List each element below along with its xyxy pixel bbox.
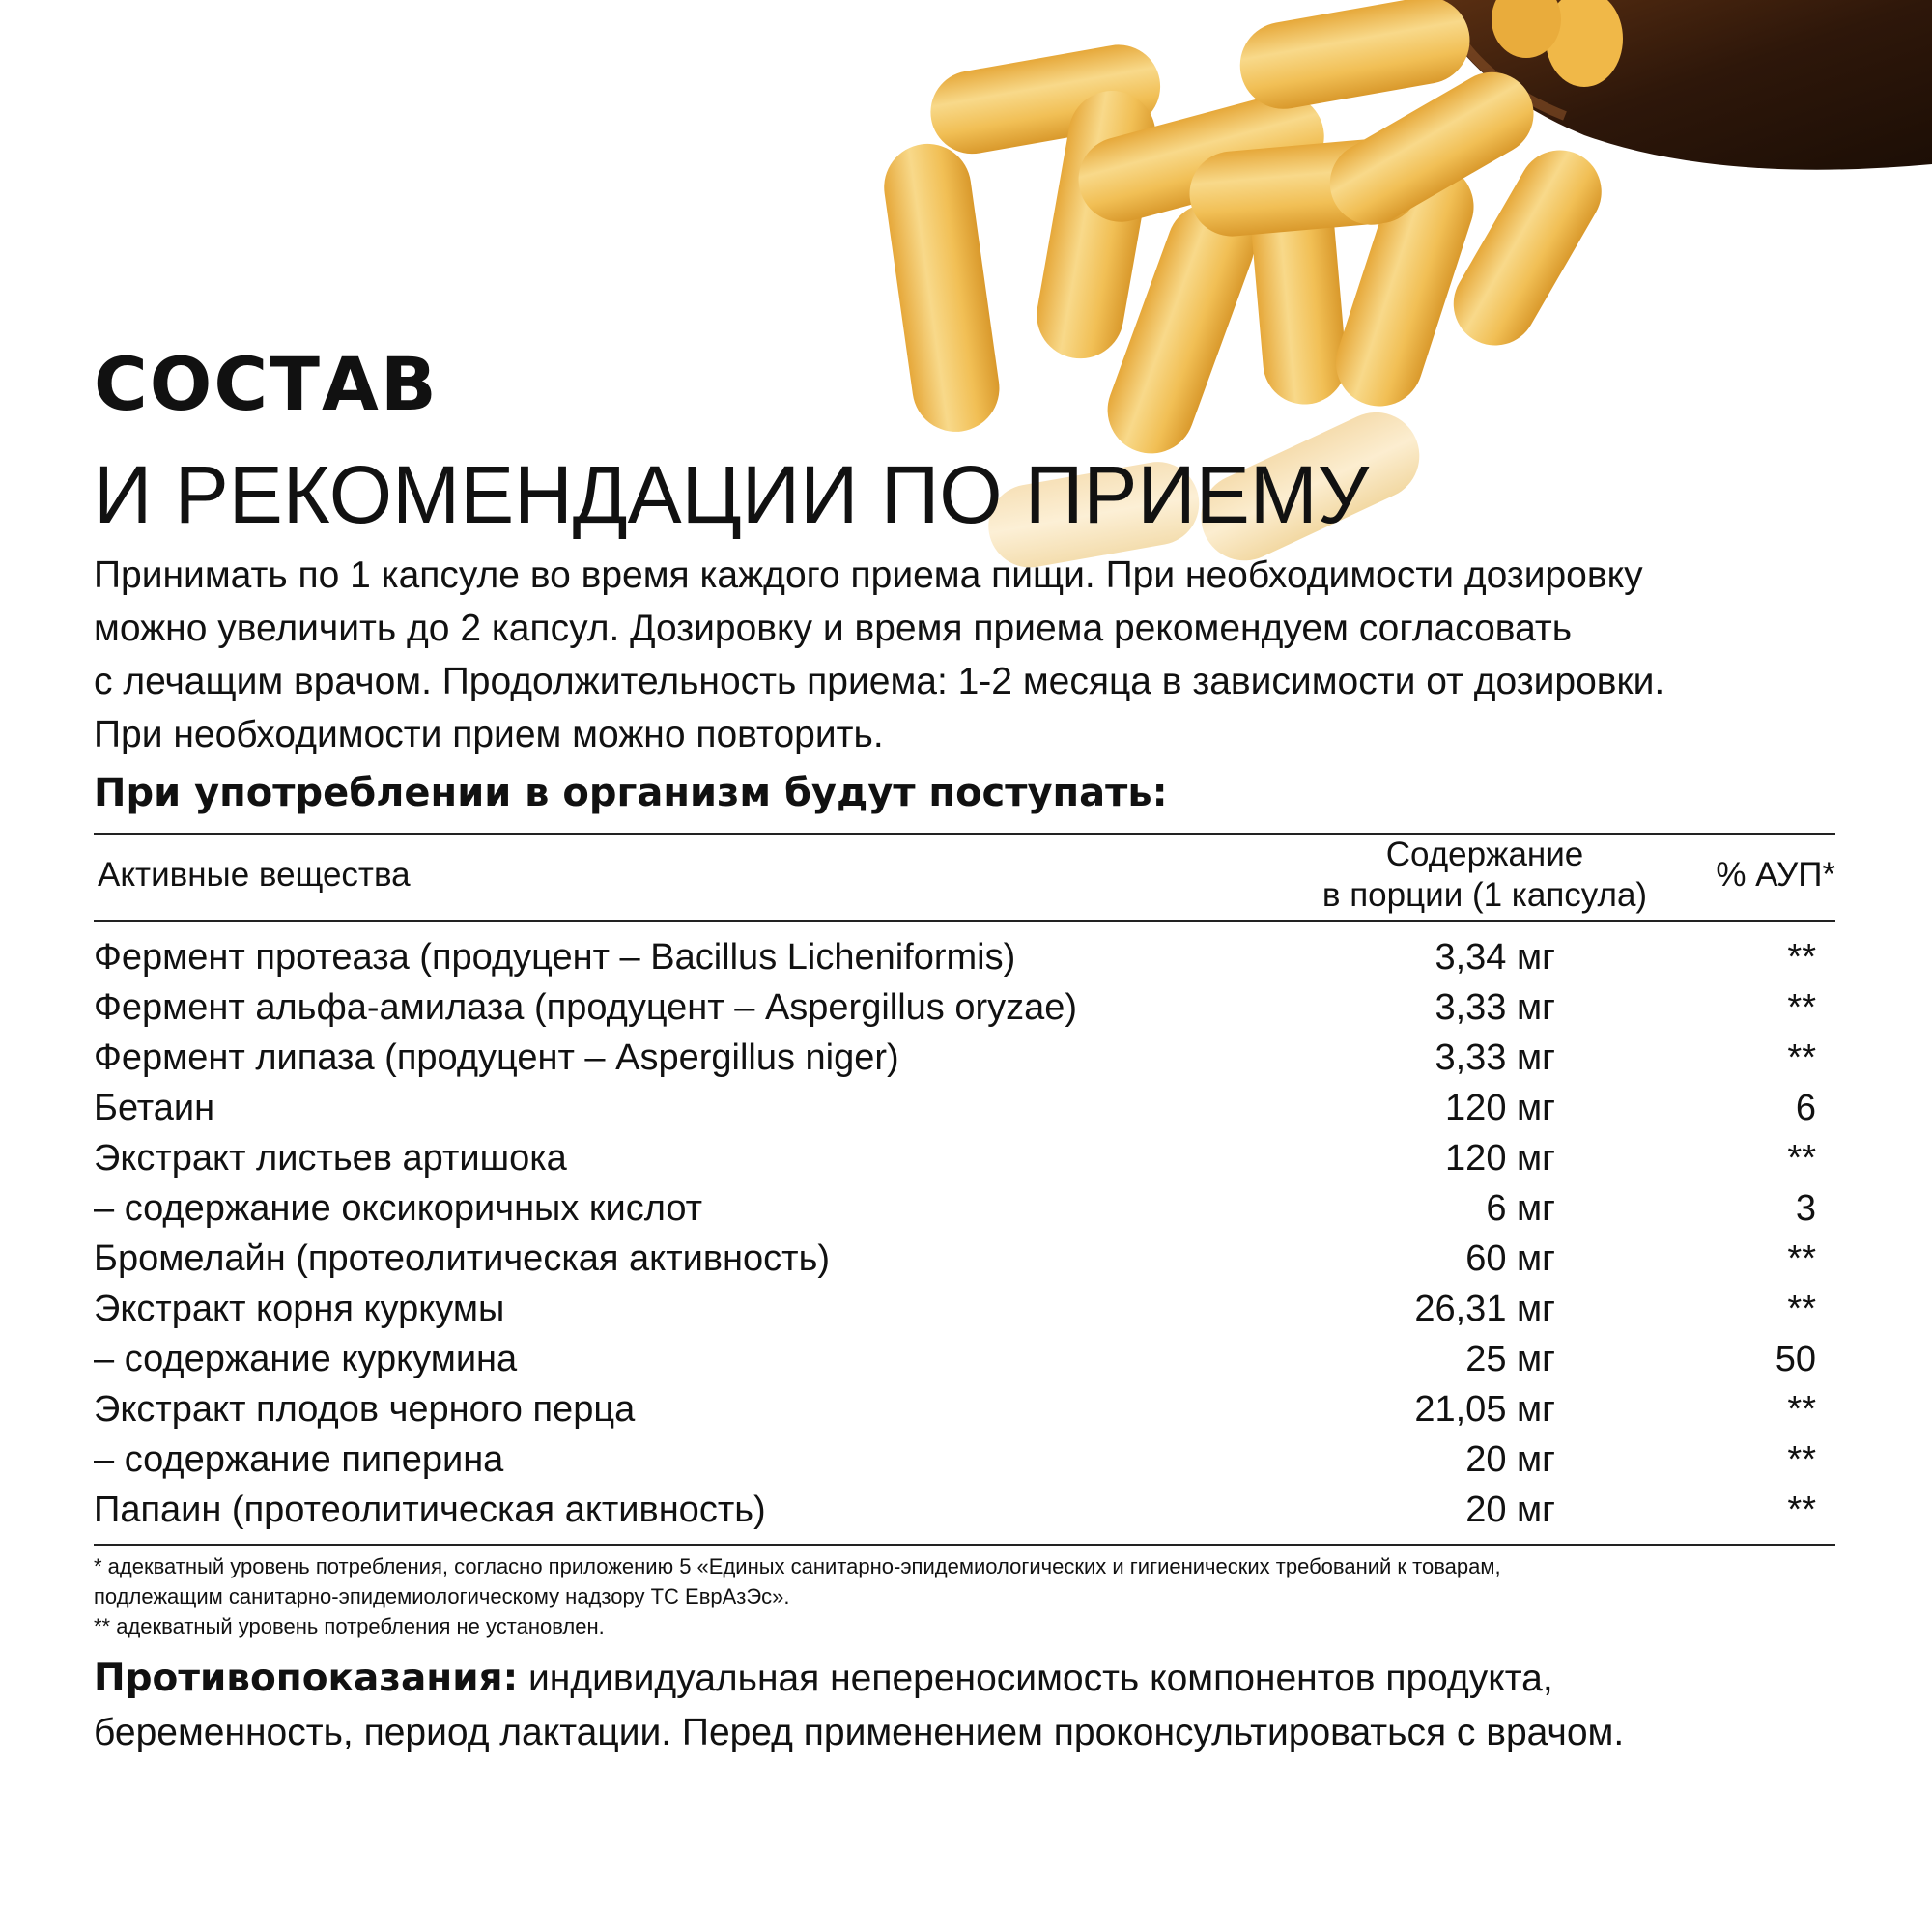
row-aup: 3 [1795,1188,1816,1229]
row-name: Экстракт плодов черного перца [94,1389,636,1430]
table-row [94,1484,1835,1534]
contraindications [94,1652,1835,1760]
row-name: – содержание куркумина [94,1339,518,1379]
row-name: Бромелайн (протеолитическая активность) [94,1238,831,1279]
row-aup: ** [1787,1490,1816,1530]
row-amount: 3,34 мг [1435,937,1555,978]
row-amount: 21,05 мг [1414,1389,1555,1430]
row-aup: ** [1787,1439,1816,1480]
table-row [94,1032,1835,1082]
header-amount-line: Содержание [1385,836,1584,873]
footnote-line: подлежащим санитарно-эпидемиологическому надзору ТС ЕврАзЭс». [94,1584,790,1608]
row-name: Фермент альфа-амилаза (продуцент – Aspergillus oryzae) [94,987,1078,1028]
header-aup: % АУП* [1716,856,1835,894]
row-aup: ** [1787,1238,1816,1279]
row-aup: 6 [1795,1088,1816,1128]
page-title: СОСТАВ [94,341,439,427]
header-amount-line: в порции (1 капсула) [1321,876,1648,914]
row-amount: 20 мг [1465,1439,1555,1480]
row-aup: ** [1787,1138,1816,1179]
contraindications-line: беременность, период лактации. Перед применением проконсультироваться с врачом. [94,1712,1625,1753]
row-name: Папаин (протеолитическая активность) [94,1490,766,1530]
row-amount: 6 мг [1486,1188,1555,1229]
row-amount: 20 мг [1465,1490,1555,1530]
row-aup: 50 [1775,1339,1816,1379]
row-aup: ** [1787,1289,1816,1329]
composition-table [94,833,1835,1546]
row-name: – содержание пиперина [94,1439,504,1480]
row-amount: 25 мг [1465,1339,1555,1379]
row-amount: 3,33 мг [1435,987,1555,1028]
row-name: – содержание оксикоричных кислот [94,1188,703,1229]
page-subtitle: И РЕКОМЕНДАЦИИ ПО ПРИЕМУ [94,449,1370,540]
row-aup: ** [1787,987,1816,1028]
contraindications-label: Противопоказания: [94,1657,519,1700]
table-row [94,1434,1835,1484]
intake-heading: При употреблении в организм будут поступать: [94,771,1168,815]
table-row [94,1283,1835,1333]
row-name: Экстракт корня куркумы [94,1289,505,1329]
intro-line: с лечащим врачом. Продолжительность приема: 1-2 месяца в зависимости от дозировки. [94,661,1665,702]
row-aup: ** [1787,937,1816,978]
table-row [94,1132,1835,1182]
row-aup: ** [1787,1037,1816,1078]
table-body [94,922,1835,1544]
table-row [94,1333,1835,1383]
contraindications-line [94,1652,1835,1706]
row-amount: 120 мг [1445,1138,1555,1179]
header-amount [1282,835,1688,916]
row-amount: 26,31 мг [1414,1289,1555,1329]
row-name: Бетаин [94,1088,215,1128]
row-name: Фермент липаза (продуцент – Aspergillus niger) [94,1037,899,1078]
row-name: Экстракт листьев артишока [94,1138,567,1179]
table-row [94,1082,1835,1132]
footnotes [94,1551,1835,1641]
table-row [94,1233,1835,1283]
row-amount: 3,33 мг [1435,1037,1555,1078]
footnote-line: ** адекватный уровень потребления не установлен. [94,1614,605,1638]
contraindications-text: индивидуальная непереносимость компонентов продукта, [518,1658,1553,1699]
row-aup: ** [1787,1389,1816,1430]
intro-line: При необходимости прием можно повторить. [94,714,884,755]
table-row [94,1182,1835,1233]
table-row [94,981,1835,1032]
table-row [94,931,1835,981]
intake-instructions [94,549,1794,761]
intro-line: Принимать по 1 капсуле во время каждого приема пищи. При необходимости дозировку [94,554,1643,596]
header-name: Активные вещества [98,856,411,894]
row-name: Фермент протеаза (продуцент – Bacillus Licheniformis) [94,937,1016,978]
row-amount: 60 мг [1465,1238,1555,1279]
table-bottom-rule [94,1544,1835,1546]
footnote-line: * адекватный уровень потребления, согласно приложению 5 «Единых санитарно-эпидемиологических и гигиенических требований к товарам, [94,1554,1501,1578]
intro-line: можно увеличить до 2 капсул. Дозировку и время приема рекомендуем согласовать [94,608,1573,649]
row-amount: 120 мг [1445,1088,1555,1128]
table-row [94,1383,1835,1434]
table-header [94,835,1835,920]
